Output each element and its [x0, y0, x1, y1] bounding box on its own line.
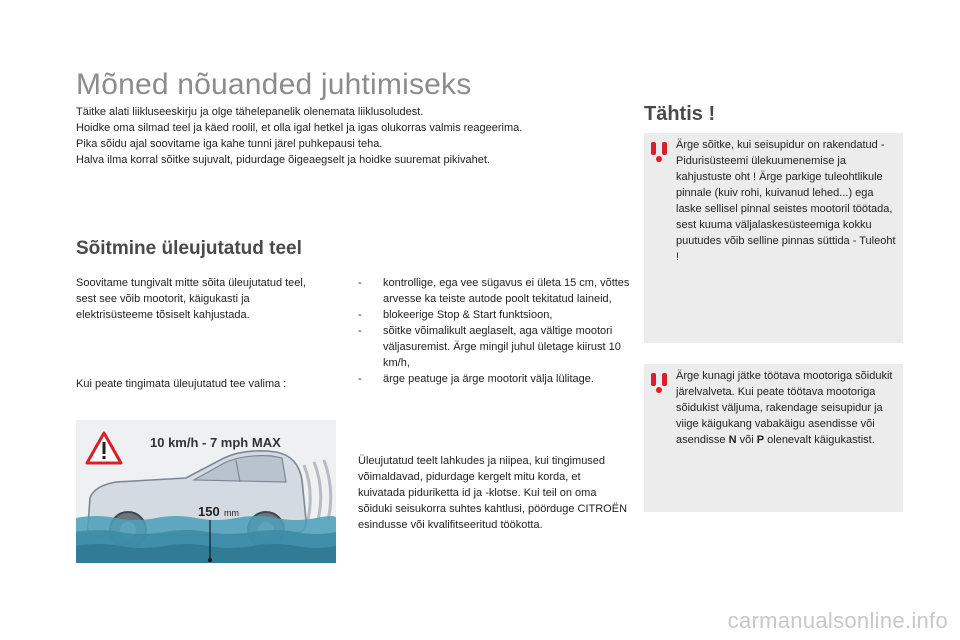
speed-limit-label: 10 km/h - 7 mph MAX [150, 435, 281, 450]
bullet-text: sõitke võimalikult aeglaselt, aga vältige mootori väljasuremist. Ärge mingil juhul ületage kiirust 10 km/h, [383, 325, 621, 369]
intro-line: Täitke alati liikluseeskirju ja olge tähelepanelik olenemata liiklusoludest. [76, 106, 424, 118]
water-depth-value: 150 [198, 504, 220, 519]
exclamation-icon [650, 372, 668, 394]
warning-triangle-icon [87, 433, 121, 463]
warning-box [644, 364, 903, 512]
bullet-dash: - [358, 373, 362, 385]
bullet-dash: - [358, 309, 362, 321]
warning-text-part: Ärge kunagi jätke töötava mootoriga sõidukit järelvalveta. Kui peate töötava mootoriga sõidukist väljuma, rakendage seisupidur ja viige käigukang vabakäigu asendisse või asendisse [676, 370, 893, 446]
intro-text [76, 104, 616, 168]
list-item [358, 275, 630, 307]
list-item [358, 307, 630, 323]
flooded-road-bullets [358, 275, 630, 387]
water-level-icon [76, 516, 336, 563]
bullet-text: ärge peatuge ja ärge mootorit välja lülitage. [383, 373, 594, 385]
page-title: Mõned nõuanded juhtimiseks [76, 68, 472, 101]
warning-box [644, 133, 903, 343]
bullet-text: kontrollige, ega vee sügavus ei ületa 15 cm, võttes arvesse ka teiste autode poolt tekitatud laineid, [383, 277, 630, 305]
intro-line: Hoidke oma silmad teel ja käed roolil, et olla igal hetkel ja igas olukorras valmis reageerima. [76, 122, 523, 134]
bullet-dash: - [358, 325, 362, 337]
exclamation-icon [650, 141, 668, 163]
water-depth-unit: mm [224, 508, 239, 518]
bullet-dash: - [358, 277, 362, 289]
bullet-text: blokeerige Stop & Start funktsioon, [383, 309, 553, 321]
flooded-road-condition: Kui peate tingimata üleujutatud tee valima : [76, 378, 287, 390]
warning-text-part: olenevalt käigukastist. [764, 434, 875, 446]
flooded-road-advice: Soovitame tungivalt mitte sõita üleujutatud teel, sest see võib mootorit, käigukasti ja elektrisüsteeme tõsiselt kahjustada. [76, 277, 306, 321]
warning-text-part: või [736, 434, 757, 446]
watermark: carmanualsonline.info [727, 608, 948, 633]
warning-text [676, 368, 898, 448]
gear-n-label: N [728, 434, 737, 446]
list-item [358, 323, 630, 371]
gear-p-label: P [756, 434, 765, 446]
illustration-svg [76, 420, 336, 563]
intro-line: Halva ilma korral sõitke sujuvalt, pidurdage õigeaegselt ja hoidke suuremat pikivahet. [76, 154, 490, 166]
after-flood-advice: Üleujutatud teelt lahkudes ja niipea, kui tingimused võimaldavad, pidurdage kergelt mitu korda, et kuivatada piduriketta id ja -klotse. Kui teil on oma sõiduki seisukorra suhtes kahtlusi, pöörduge CITROËN esindusse või kvalifitseeritud töökotta. [358, 455, 628, 531]
intro-line: Pika sõidu ajal soovitame iga kahe tunni järel puhkepausi teha. [76, 138, 383, 150]
warning-text: Ärge sõitke, kui seisupidur on rakendatud - Pidurisüsteemi ülekuumenemise ja kahjustuste oht ! Ärge parkige tuleohtlikule pinnale (kuiv rohi, kuivanud lehed...) ega laske sellisel pinnal seistes mootoril töötada, sest kuuma väljalaskesüsteemiga kokku puutudes võib selline pinnas süttida - Tuleoht ! [676, 139, 896, 263]
flooded-road-illustration [76, 420, 336, 563]
important-heading: Tähtis ! [644, 103, 716, 125]
motion-lines [304, 460, 331, 520]
section-heading: Sõitmine üleujutatud teel [76, 238, 302, 259]
list-item [358, 371, 630, 387]
